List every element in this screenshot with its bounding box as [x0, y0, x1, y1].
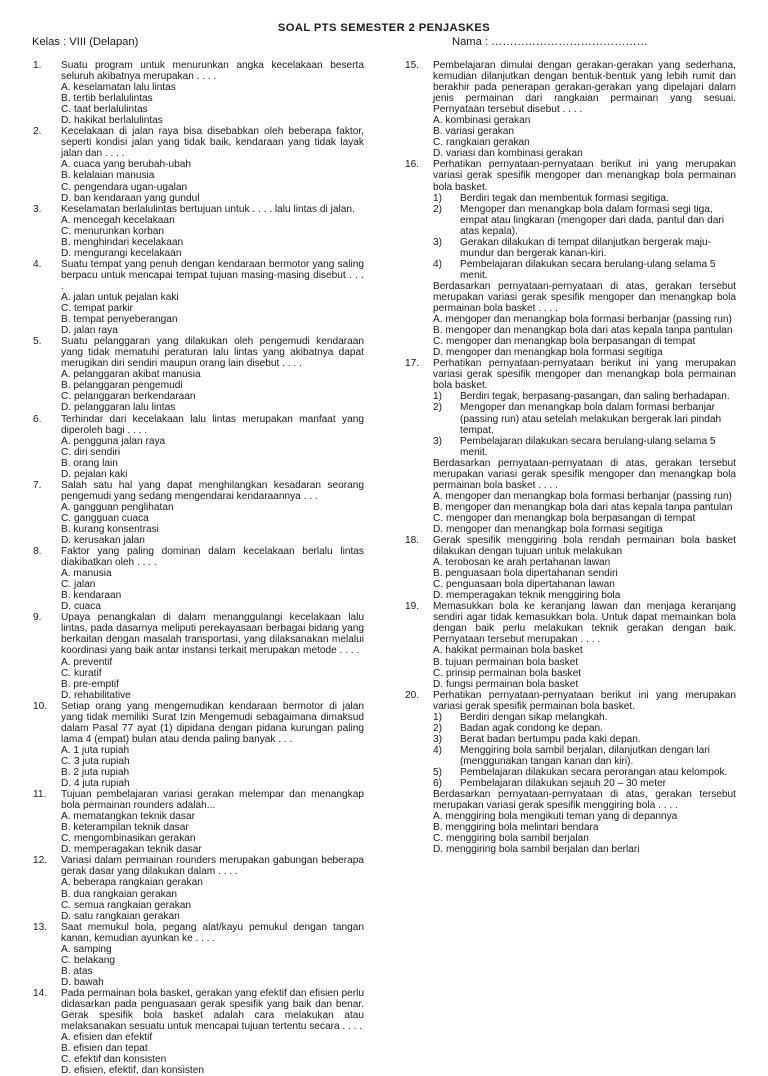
answer-options	[61, 1032, 364, 1076]
question-number: 10.	[33, 700, 48, 712]
question-text: Suatu pelanggaran yang dilakukan oleh pengemudi kendaraan yang tidak mematuhi peraturan lalu lintas yang akibatnya dapat merugikan diri sendiri maupun orang lain disebut . . . .	[61, 336, 364, 370]
answer-option: A. gangguan penglihatan	[61, 501, 174, 513]
question-item	[30, 612, 364, 700]
statement-item	[433, 723, 736, 734]
answer-option: A. beberapa rangkaian gerakan	[61, 877, 203, 889]
answer-options	[433, 314, 736, 358]
answer-option: D. satu rangkaian gerakan	[61, 910, 180, 922]
question-number: 3.	[33, 203, 42, 215]
question-item	[30, 336, 364, 413]
answer-options	[61, 436, 364, 480]
question-text: Suatu tempat yang penuh dengan kendaraan bermotor yang saling berpacu untuk mencapai tempat tujuan masing-masing disebut . . . .	[61, 258, 364, 292]
answer-option: B. 2 juta rupiah	[61, 767, 130, 778]
answer-option: D. pelanggaran lalu lintas	[61, 402, 176, 414]
statement-number: 2)	[433, 203, 443, 215]
answer-option: C. 3 juta rupiah	[61, 755, 130, 767]
answer-option: B. pre-emptif	[61, 678, 119, 690]
answer-option: B. variasi gerakan	[433, 126, 515, 138]
answer-option: D. ban kendaraan yang gundul	[61, 192, 200, 204]
question-number: 17.	[405, 358, 420, 370]
question-item	[30, 701, 364, 789]
question-text: Perhatikan pernyataan-pernyataan berikut ini yang merupakan variasi gerak spesifik permainan bola basket.	[433, 689, 736, 712]
question-item	[30, 855, 364, 921]
question-text: Variasi dalam permainan rounders merupakan gabungan beberapa gerak dasar yang dilakukan dalam . . . .	[61, 855, 364, 878]
answer-option: A. menggiring bola mengikuti teman yang di depannya	[433, 811, 678, 823]
answer-options	[433, 557, 736, 601]
answer-option: D. pejalan kaki	[61, 468, 128, 480]
answer-options	[61, 811, 364, 855]
question-conclusion: Berdasarkan pernyataan-pernyataan di atas, gerakan tersebut merupakan variasi gerak spesifik mengoper dan menangkap bola permainan bola basket . . . .	[433, 457, 736, 491]
answer-option: D. memperagakan teknik dasar	[61, 844, 202, 856]
statement-text: Berat badan bertumpu pada kaki depan.	[460, 733, 641, 745]
answer-option: C. menurunkan korban	[61, 225, 164, 237]
answer-option: C. rangkaian gerakan	[433, 137, 530, 149]
answer-option: C. kuratif	[61, 667, 102, 679]
question-number: 19.	[405, 601, 420, 613]
question-number: 2.	[33, 126, 42, 138]
answer-option: A. hakikat permainan bola basket	[433, 645, 583, 657]
statement-number: 2)	[433, 722, 443, 734]
question-item	[30, 414, 364, 480]
answer-option: C. mengombinasikan gerakan	[61, 833, 196, 845]
answer-option: A. 1 juta rupiah	[61, 744, 130, 756]
answer-option: C. efektif dan konsisten	[61, 1054, 167, 1066]
question-number: 6.	[33, 413, 42, 425]
answer-option: C. diri sendiri	[61, 446, 121, 458]
answer-option: B. penguasaan bola dipertahanan sendiri	[433, 568, 618, 580]
answer-option: D. efisien, efektif, dan konsisten	[61, 1065, 204, 1076]
statement-number: 1)	[433, 192, 443, 204]
question-item	[30, 259, 364, 336]
answer-option: A. mengoper dan menangkap bola formasi berbanjar (passing run)	[433, 490, 732, 502]
answer-option: B. keterampilan teknik dasar	[61, 822, 189, 834]
answer-option: D. menggiring bola sambil berjalan dan berlari	[433, 844, 640, 856]
question-item	[30, 60, 364, 126]
answer-option: A. efisien dan efektif	[61, 1032, 153, 1044]
statement-list	[433, 193, 736, 281]
answer-options	[61, 944, 364, 988]
answer-option: C. pelanggaran berkendaraan	[61, 391, 196, 403]
answer-option: C. semua rangkaian gerakan	[61, 899, 192, 911]
question-text: Faktor yang paling dominan dalam kecelakaan berlalu lintas diakibatkan oleh . . . .	[61, 546, 364, 569]
answer-option: C. pengendara ugan-ugalan	[61, 181, 188, 193]
answer-option: C. penguasaan bola dipertahanan lawan	[433, 579, 615, 591]
statement-list	[433, 391, 736, 457]
answer-option: D. fungsi permainan bola basket	[433, 678, 579, 690]
answer-option: B. kendaraan	[61, 590, 122, 602]
right-question-column	[402, 60, 736, 855]
statement-number: 4)	[433, 258, 443, 270]
answer-option: C. gangguan cuaca	[61, 512, 149, 524]
question-text: Saat memukul bola, pegang alat/kayu pemukul dengan tangan kanan, kemudian ayunkan ke . . . .	[61, 921, 364, 944]
question-conclusion: Berdasarkan pernyataan-pernyataan di atas, gerakan tersebut merupakan variasi gerak spesifik menggiring bola . . . .	[433, 789, 736, 812]
question-item	[30, 922, 364, 988]
answer-option: B. kelalaian manusia	[61, 170, 155, 182]
question-text: Upaya penangkalan di dalam menanggulangi kecelakaan lalu lintas, pada dasarnya meliputi perekayasaan berbagai bidang yang berkaitan dengan masalah transportasi, yang dilaksanakan melalui koordinasi yang baik antar instansi terkait merupakan metode . . . .	[61, 612, 364, 657]
answer-option: A. mengoper dan menangkap bola formasi berbanjar (passing run)	[433, 314, 732, 326]
answer-option: C. prinsip permainan bola basket	[433, 667, 582, 679]
question-item	[30, 126, 364, 203]
statement-item	[433, 193, 736, 204]
answer-option: C. mengoper dan menangkap bola berpasangan di tempat	[433, 512, 696, 524]
answer-options	[61, 745, 364, 789]
statement-number: 6)	[433, 778, 443, 790]
statement-text: Berdiri dengan sikap melangkah.	[460, 711, 608, 723]
answer-option: D. 4 juta rupiah	[61, 778, 130, 790]
statement-text: Mengoper dan menangkap bola dalam formasi segi tiga, empat atau lingkaran (mengoper dari dada, pantul dan dari atas kepala).	[460, 203, 724, 237]
answer-option: C. belakang	[61, 954, 116, 966]
statement-number: 3)	[433, 435, 443, 447]
statement-text: Pembelajaran dilakukan secara perorangan atau kelompok.	[460, 767, 728, 778]
question-item	[402, 159, 736, 358]
statement-text: Pembelajaran dilakukan secara berulang-ulang selama 5 menit.	[460, 258, 716, 281]
answer-options	[61, 159, 364, 203]
statement-number: 1)	[433, 711, 443, 723]
question-number: 11.	[33, 789, 47, 801]
question-number: 12.	[33, 855, 48, 867]
answer-options	[61, 82, 364, 126]
question-number: 15.	[405, 60, 420, 71]
question-text: Tujuan pembelajaran variasi gerakan melempar dan menangkap bola permainan rounders adalah...	[61, 789, 364, 812]
question-number: 13.	[33, 921, 48, 933]
question-conclusion: Berdasarkan pernyataan-pernyataan di atas, gerakan tersebut merupakan variasi gerak spesifik mengoper dan menangkap bola permainan bola basket . . . .	[433, 280, 736, 315]
answer-option: A. keselamatan lalu lintas	[61, 82, 176, 94]
question-text: Setiap orang yang mengemudikan kendaraan bermotor di jalan yang tidak memiliki Surat Izin Mengemudi sebagaimana dimaksud dalam Pasal 77 ayat (1) dipidana dengan pidana kurungan paling lama 4 (empat) bulan atau denda paling banyak . . .	[61, 700, 364, 745]
statement-item	[433, 391, 736, 402]
answer-option: A. samping	[61, 943, 112, 955]
answer-option: D. bawah	[61, 976, 104, 988]
statement-text: Mengoper dan menangkap bola dalam formasi berbanjar (passing run) atau setelah melakukan bergerak lari pindah tempat.	[460, 402, 722, 436]
statement-item	[433, 767, 736, 778]
answer-options	[433, 645, 736, 689]
answer-option: A. jalan untuk pejalan kaki	[61, 291, 179, 303]
answer-options	[433, 491, 736, 535]
answer-option: A. mencegah kecelakaan	[61, 214, 175, 226]
statement-item	[433, 712, 736, 723]
statement-item	[433, 436, 736, 458]
answer-option: D. variasi dan kombinasi gerakan	[433, 148, 583, 160]
question-text: Keselamatan berlalulintas bertujuan untuk . . . . lalu lintas di jalan.	[61, 203, 355, 215]
statement-item	[433, 237, 736, 259]
statement-item	[433, 259, 736, 281]
answer-option: A. mematangkan teknik dasar	[61, 811, 195, 823]
answer-options	[61, 877, 364, 921]
answer-option: C. tempat parkir	[61, 303, 134, 315]
answer-option: D. memperagakan teknik menggiring bola	[433, 590, 621, 602]
answer-options	[61, 502, 364, 546]
answer-options	[61, 215, 364, 259]
question-text: Pembelajaran dimulai dengan gerakan-gerakan yang sederhana, kemudian dilanjutkan dengan bentuk-bentuk yang lebih rumit dan berakhir pada penerapan gerakan-gerakan yang dipelajari dalam jenis permainan dari rangkaian permainan yang sesuai. Pernyataan tersebut disebut . . . .	[433, 60, 736, 116]
question-number: 7.	[33, 479, 42, 491]
answer-option: B. menggiring bola melintari bendara	[433, 822, 599, 834]
answer-option: B. mengoper dan menangkap bola dari atas kepala tanpa pantulan	[433, 501, 733, 513]
question-item	[402, 601, 736, 689]
statement-item	[433, 734, 736, 745]
question-text: Memasukkan bola ke keranjang lawan dan menjaga keranjang sendiri agar tidak kemasukkan bola. Untuk dapat memainkan bola dengan baik perlu melakukan teknik gerakan dengan baik. Pernyataan tersebut merupakan . . . .	[433, 601, 736, 646]
question-number: 16.	[405, 159, 420, 171]
question-item	[402, 690, 736, 856]
answer-option: A. kombinasi gerakan	[433, 115, 531, 127]
question-number: 4.	[33, 258, 42, 270]
statement-text: Berdiri tegak dan membentuk formasi segitiga.	[460, 192, 669, 204]
statement-item	[433, 204, 736, 237]
answer-option: B. tempat penyeberangan	[61, 314, 178, 326]
question-text: Kecelakaan di jalan raya bisa disebabkan oleh beberapa faktor, seperti kondisi jalan yang tidak baik, kendaraan yang tidak layak jalan dan . . . .	[61, 126, 364, 160]
answer-options	[61, 292, 364, 336]
answer-option: A. manusia	[61, 568, 112, 580]
question-item	[30, 204, 364, 259]
statement-item	[433, 745, 736, 767]
question-text: Perhatikan pernyataan-pernyataan berikut ini yang merupakan variasi gerak spesifik mengoper dan menangkap bola permainan bola basket.	[433, 358, 736, 392]
answer-option: A. terobosan ke arah pertahanan lawan	[433, 557, 611, 569]
question-text: Salah satu hal yang dapat menghilangkan kesadaran seorang pengemudi yang sedang mengendarai kendaraannya . . .	[61, 479, 364, 502]
statement-text: Berdiri tegak, berpasang-pasangan, dan saling berhadapan.	[460, 391, 730, 403]
answer-option: A. preventif	[61, 656, 113, 668]
question-number: 9.	[33, 612, 42, 624]
answer-options	[61, 369, 364, 413]
answer-option: B. menghindari kecelakaan	[61, 236, 184, 248]
question-number: 1.	[33, 60, 42, 71]
statement-list	[433, 712, 736, 789]
answer-options	[433, 115, 736, 159]
statement-text: Menggiring bola sambil berjalan, dilanjutkan dengan lari (menggunakan tangan kanan dan kiri).	[460, 744, 710, 767]
class-label: Kelas : VIII (Delapan)	[32, 36, 139, 48]
statement-text: Gerakan dilakukan di tempat dilanjutkan bergerak maju-mundur dan bergerak kanan-kiri.	[460, 236, 712, 259]
question-item	[30, 546, 364, 612]
question-item	[402, 535, 736, 601]
statement-number: 4)	[433, 744, 443, 756]
question-text: Terhindar dari kecelakaan lalu lintas merupakan manfaat yang diperoleh bagi . . . .	[61, 413, 364, 436]
question-item	[30, 480, 364, 546]
question-text: Perhatikan pernyataan-pernyataan berikut ini yang merupakan variasi gerak spesifik mengoper dan menangkap bola permainan bola basket.	[433, 159, 736, 193]
question-item	[402, 60, 736, 159]
answer-option: C. mengoper dan menangkap bola berpasangan di tempat	[433, 336, 696, 348]
answer-option: B. orang lain	[61, 457, 118, 469]
question-number: 8.	[33, 546, 42, 558]
answer-option: B. efisien dan tepat	[61, 1043, 148, 1055]
question-number: 18.	[405, 535, 420, 547]
answer-option: A. pelanggaran akibat manusia	[61, 369, 201, 381]
statement-number: 3)	[433, 733, 443, 745]
answer-option: B. pelanggaran pengemudi	[61, 380, 183, 392]
answer-option: A. pengguna jalan raya	[61, 435, 166, 447]
question-item	[402, 358, 736, 535]
statement-text: Pembelajaran dilakukan sejauh 20 – 30 meter	[460, 778, 667, 790]
page-title: SOAL PTS SEMESTER 2 PENJASKES	[277, 22, 491, 34]
question-number: 20.	[405, 689, 420, 701]
answer-option: C. taat berlalulintas	[61, 104, 148, 116]
answer-option: D. mengurangi kecelakaan	[61, 247, 182, 259]
statement-text: Pembelajaran dilakukan secara berulang-ulang selama 5 menit.	[460, 435, 716, 458]
answer-option: D. mengoper dan menangkap bola formasi segitiga	[433, 523, 663, 535]
answer-option: D. rehabilitative	[61, 689, 131, 701]
question-item	[30, 988, 364, 1076]
question-text: Gerak spesifik menggiring bola rendah permainan bola basket dilakukan dengan tujuan untuk melakukan	[433, 535, 736, 558]
answer-option: A. cuaca yang berubah-ubah	[61, 159, 192, 171]
statement-number: 1)	[433, 391, 443, 403]
statement-item	[433, 778, 736, 789]
name-field-label: Nama : ……………………………………	[452, 36, 648, 48]
question-number: 5.	[33, 336, 42, 348]
answer-option: C. jalan	[61, 579, 96, 591]
answer-option: B. atas	[61, 965, 93, 977]
question-text: Suatu program untuk menurunkan angka kecelakaan beserta seluruh akibatnya merupakan . . . .	[61, 60, 364, 83]
answer-option: B. kurang konsentrasi	[61, 523, 159, 535]
answer-options	[61, 657, 364, 701]
statement-text: Badan agak condong ke depan.	[460, 722, 603, 734]
answer-option: D. kerusakan jalan	[61, 535, 145, 547]
statement-number: 3)	[433, 236, 443, 248]
statement-item	[433, 402, 736, 435]
answer-option: D. jalan raya	[61, 325, 118, 337]
answer-option: B. tertib berlalulintas	[61, 93, 153, 105]
answer-options	[61, 568, 364, 612]
answer-option: B. tujuan permainan bola basket	[433, 656, 579, 668]
answer-options	[433, 811, 736, 855]
statement-number: 2)	[433, 402, 443, 414]
statement-number: 5)	[433, 767, 443, 778]
answer-option: B. dua rangkaian gerakan	[61, 888, 177, 900]
left-question-column	[30, 60, 364, 1076]
answer-option: C. menggiring bola sambil berjalan	[433, 833, 589, 845]
answer-option: D. hakikat berlalulintas	[61, 115, 163, 127]
answer-option: B. mengoper dan menangkap bola dari atas kepala tanpa pantulan	[433, 325, 733, 337]
answer-option: D. mengoper dan menangkap bola formasi segitiga	[433, 347, 663, 359]
answer-option: D. cuaca	[61, 601, 101, 613]
question-number: 14.	[33, 987, 48, 999]
question-text: Pada permainan bola basket, gerakan yang efektif dan efisien perlu didasarkan pada penguasaan gerak spesifik yang baik dan benar. Gerak spesifik bola basket adalah cara melakukan atau melaksanakan sesuatu untuk mencapai tujuan tertentu secara . . . .	[61, 987, 364, 1033]
question-item	[30, 789, 364, 855]
